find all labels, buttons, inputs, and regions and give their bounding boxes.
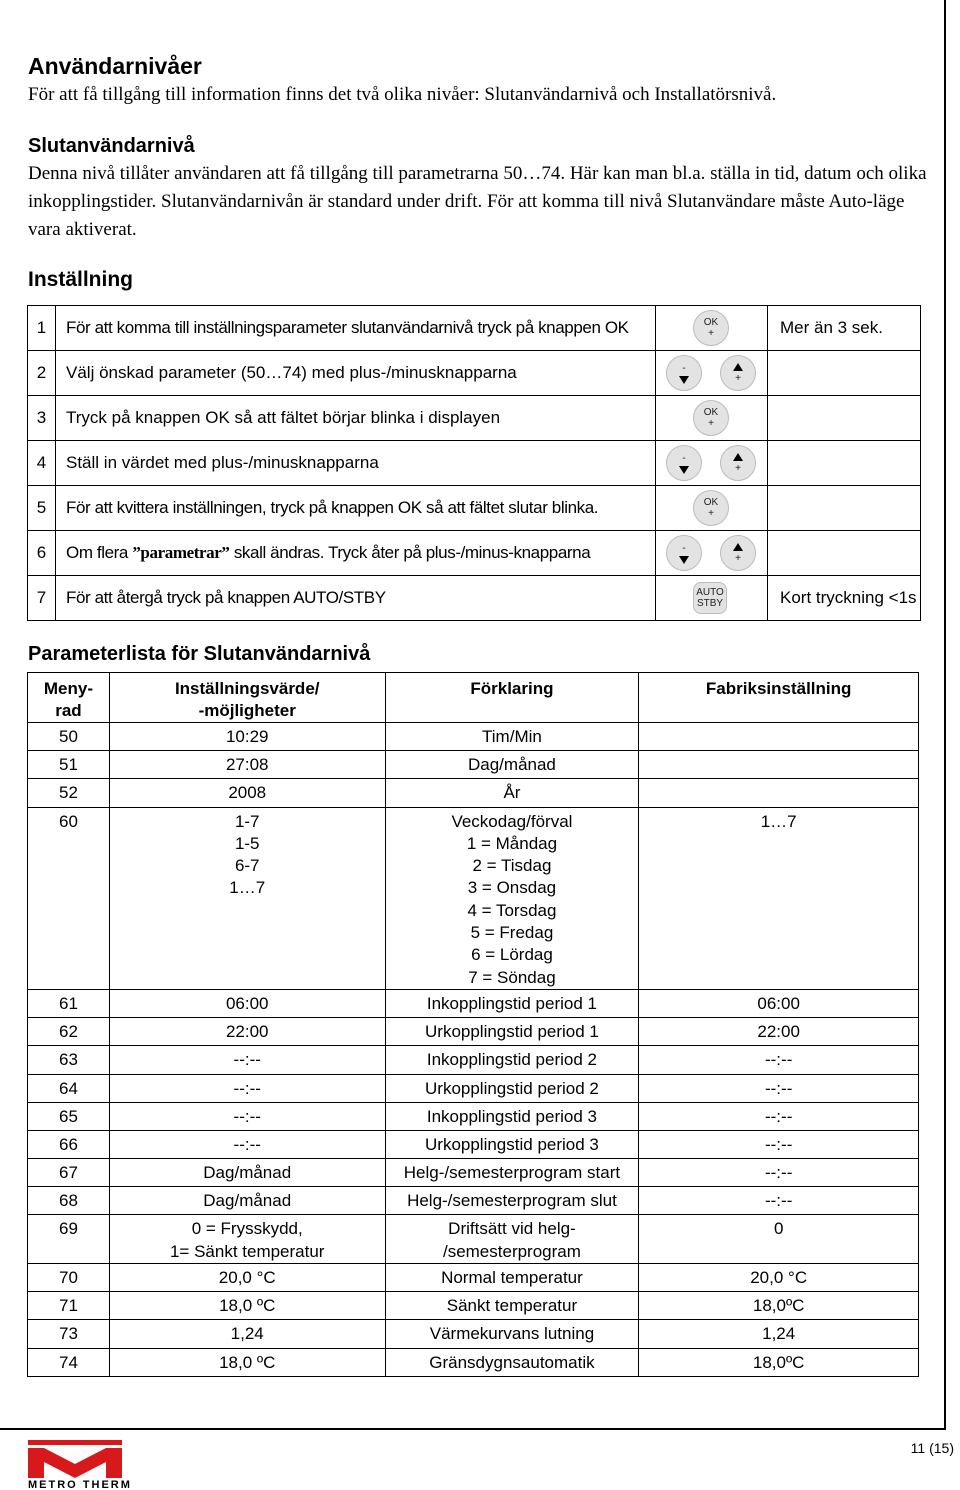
cell-menu-row: 64 [28, 1074, 110, 1102]
arrow-up-icon [733, 543, 743, 551]
cell-value: --:-- [109, 1102, 385, 1130]
cell-factory: --:-- [639, 1187, 919, 1215]
cell-value: 1-7 1-5 6-7 1…7 [109, 807, 385, 989]
cell-explanation: Inkopplingstid period 1 [385, 989, 639, 1017]
auto-label: AUTO [696, 587, 724, 598]
cell-menu-row: 74 [28, 1348, 110, 1376]
cell-value: 10:29 [109, 723, 385, 751]
brand-name: METRO THERM [28, 1479, 132, 1490]
step-row [28, 531, 921, 576]
cell-factory: --:-- [639, 1074, 919, 1102]
stby-label: STBY [696, 598, 724, 609]
ok-label: OK [703, 407, 719, 418]
step-row [28, 486, 921, 531]
cell-explanation: Urkopplingstid period 1 [385, 1018, 639, 1046]
cell-value: 2008 [109, 779, 385, 807]
cell-value: --:-- [109, 1130, 385, 1158]
plus-button[interactable] [720, 535, 756, 571]
step-text: För att kvittera inställningen, tryck på knappen OK så att fältet slutar blinka. [56, 486, 656, 531]
parameter-table-body [28, 723, 919, 1377]
ok-button[interactable] [693, 310, 729, 346]
plus-label: + [708, 328, 714, 339]
step-buttons [656, 531, 768, 576]
step-number: 3 [28, 396, 56, 441]
arrow-up-icon [733, 363, 743, 371]
step-number: 4 [28, 441, 56, 486]
minus-label: - [682, 452, 686, 464]
cell-explanation: Urkopplingstid period 2 [385, 1074, 639, 1102]
cell-menu-row: 52 [28, 779, 110, 807]
cell-value: 0 = Frysskydd, 1= Sänkt temperatur [109, 1215, 385, 1264]
step-note [768, 396, 921, 441]
step-row [28, 441, 921, 486]
step-number: 5 [28, 486, 56, 531]
step-buttons [656, 396, 768, 441]
cell-factory: --:-- [639, 1130, 919, 1158]
cell-value: 06:00 [109, 989, 385, 1017]
logo-m-shape [28, 1448, 122, 1478]
cell-menu-row: 67 [28, 1159, 110, 1187]
table-row [28, 1187, 919, 1215]
step-number: 7 [28, 576, 56, 621]
step-text-part: skall ändras. Tryck åter på plus-/minus-knapparna [233, 543, 591, 562]
cell-factory: --:-- [639, 1102, 919, 1130]
cell-explanation: Driftsätt vid helg- /semesterprogram [385, 1215, 639, 1264]
cell-value: 1,24 [109, 1320, 385, 1348]
step-number: 1 [28, 306, 56, 351]
cell-factory: 1…7 [639, 807, 919, 989]
step-row [28, 351, 921, 396]
table-row [28, 779, 919, 807]
step-buttons [656, 486, 768, 531]
settings-heading: Inställning [28, 268, 133, 291]
step-buttons [656, 351, 768, 396]
step-buttons [656, 576, 768, 621]
cell-factory: 20,0 °C [639, 1264, 919, 1292]
plus-label: + [735, 372, 741, 384]
table-row [28, 1159, 919, 1187]
cell-menu-row: 73 [28, 1320, 110, 1348]
minus-button[interactable] [666, 445, 702, 481]
page-number: 11 (15) [910, 1440, 954, 1456]
table-row [28, 751, 919, 779]
cell-explanation: Tim/Min [385, 723, 639, 751]
cell-factory [639, 751, 919, 779]
step-text: Tryck på knappen OK så att fältet börjar blinka i displayen [56, 396, 656, 441]
cell-factory: 0 [639, 1215, 919, 1264]
table-row [28, 807, 919, 989]
step-text: Ställ in värdet med plus-/minusknapparna [56, 441, 656, 486]
table-row [28, 1320, 919, 1348]
arrow-down-icon [679, 466, 689, 474]
cell-menu-row: 65 [28, 1102, 110, 1130]
plus-label: + [735, 552, 741, 564]
step-text: För att återgå tryck på knappen AUTO/STBY [56, 576, 656, 621]
cell-menu-row: 71 [28, 1292, 110, 1320]
cell-explanation: Värmekurvans lutning [385, 1320, 639, 1348]
cell-menu-row: 61 [28, 989, 110, 1017]
table-row [28, 1130, 919, 1158]
cell-value: Dag/månad [109, 1159, 385, 1187]
table-row [28, 1348, 919, 1376]
step-note [768, 486, 921, 531]
table-header-row [28, 673, 919, 723]
page-title: Användarnivåer [28, 53, 202, 79]
cell-value: 20,0 °C [109, 1264, 385, 1292]
cell-explanation: Gränsdygnsautomatik [385, 1348, 639, 1376]
cell-explanation: Helg-/semesterprogram slut [385, 1187, 639, 1215]
cell-menu-row: 50 [28, 723, 110, 751]
ok-label: OK [703, 497, 719, 508]
arrow-up-icon [733, 453, 743, 461]
step-note [768, 351, 921, 396]
plus-label: + [735, 462, 741, 474]
cell-explanation: År [385, 779, 639, 807]
step-buttons [656, 441, 768, 486]
cell-value: 18,0 ºC [109, 1292, 385, 1320]
cell-menu-row: 68 [28, 1187, 110, 1215]
step-row [28, 576, 921, 621]
ok-button[interactable] [693, 490, 729, 526]
step-number: 6 [28, 531, 56, 576]
ok-label: OK [703, 317, 719, 328]
cell-explanation: Helg-/semesterprogram start [385, 1159, 639, 1187]
enduser-heading: Slutanvändarnivå [28, 135, 195, 157]
cell-menu-row: 69 [28, 1215, 110, 1264]
col-header-menu-row: Meny- rad [28, 673, 110, 723]
plus-button[interactable] [720, 355, 756, 391]
cell-menu-row: 51 [28, 751, 110, 779]
cell-explanation: Dag/månad [385, 751, 639, 779]
table-row [28, 1018, 919, 1046]
cell-factory: 18,0ºC [639, 1292, 919, 1320]
cell-factory: 18,0ºC [639, 1348, 919, 1376]
table-row [28, 1215, 919, 1264]
table-row [28, 1264, 919, 1292]
cell-explanation: Inkopplingstid period 2 [385, 1046, 639, 1074]
table-row [28, 989, 919, 1017]
table-row [28, 1102, 919, 1130]
cell-explanation: Veckodag/förval 1 = Måndag 2 = Tisdag 3 = Onsdag 4 = Torsdag 5 = Fredag 6 = Lördag 7 = Söndag [385, 807, 639, 989]
step-note: Kort tryckning <1s [768, 576, 921, 621]
table-row [28, 1046, 919, 1074]
cell-explanation: Urkopplingstid period 3 [385, 1130, 639, 1158]
step-number: 2 [28, 351, 56, 396]
step-text-part: Om flera [66, 543, 128, 562]
step-text: Välj önskad parameter (50…74) med plus-/minusknapparna [56, 351, 656, 396]
metro-therm-logo [28, 1440, 122, 1478]
ok-button[interactable] [693, 400, 729, 436]
cell-factory: 22:00 [639, 1018, 919, 1046]
cell-value: --:-- [109, 1046, 385, 1074]
cell-value: 22:00 [109, 1018, 385, 1046]
table-row [28, 723, 919, 751]
arrow-down-icon [679, 376, 689, 384]
step-text [56, 531, 656, 576]
table-row [28, 1292, 919, 1320]
paramlist-heading: Parameterlista för Slutanvändarnivå [28, 643, 371, 665]
step-buttons [656, 306, 768, 351]
cell-factory: --:-- [639, 1159, 919, 1187]
cell-menu-row: 70 [28, 1264, 110, 1292]
plus-button[interactable] [720, 445, 756, 481]
footer [0, 1440, 960, 1490]
parameter-table [27, 672, 919, 1377]
cell-menu-row: 62 [28, 1018, 110, 1046]
settings-steps-table [27, 305, 921, 621]
cell-factory: 06:00 [639, 989, 919, 1017]
cell-explanation: Inkopplingstid period 3 [385, 1102, 639, 1130]
plus-label: + [708, 418, 714, 429]
cell-factory: 1,24 [639, 1320, 919, 1348]
col-header-value: Inställningsvärde/ -möjligheter [109, 673, 385, 723]
minus-label: - [682, 362, 686, 374]
cell-explanation: Sänkt temperatur [385, 1292, 639, 1320]
auto-stby-button[interactable] [693, 582, 727, 614]
enduser-paragraph: Denna nivå tillåter användaren att få tillgång till parametrarna 50…74. Här kan man bl.a. ställa in tid, datum och olika inkopplingstider. Slutanvändarnivån är standard under drift. För att komma till nivå Slutanvändare måste Auto-läge vara aktiverat. [28, 163, 927, 240]
cell-factory [639, 723, 919, 751]
step-row [28, 396, 921, 441]
step-note: Mer än 3 sek. [768, 306, 921, 351]
cell-value: 18,0 ºC [109, 1348, 385, 1376]
cell-explanation: Normal temperatur [385, 1264, 639, 1292]
arrow-down-icon [679, 556, 689, 564]
cell-value: Dag/månad [109, 1187, 385, 1215]
minus-button[interactable] [666, 535, 702, 571]
table-row [28, 1074, 919, 1102]
col-header-explanation: Förklaring [385, 673, 639, 723]
cell-factory: --:-- [639, 1046, 919, 1074]
cell-menu-row: 66 [28, 1130, 110, 1158]
minus-button[interactable] [666, 355, 702, 391]
minus-label: - [682, 542, 686, 554]
step-note [768, 531, 921, 576]
cell-value: 27:08 [109, 751, 385, 779]
step-row [28, 306, 921, 351]
logo-bar [28, 1440, 122, 1445]
plus-label: + [708, 508, 714, 519]
cell-menu-row: 60 [28, 807, 110, 989]
cell-value: --:-- [109, 1074, 385, 1102]
intro-text: För att få tillgång till information finns det två olika nivåer: Slutanvändarnivå och Installatörsnivå. [28, 84, 777, 105]
step-text: För att komma till inställningsparameter slutanvändarnivå tryck på knappen OK [56, 306, 656, 351]
step-note [768, 441, 921, 486]
step-text-emphasis: ”parametrar” [132, 543, 230, 562]
cell-menu-row: 63 [28, 1046, 110, 1074]
cell-factory [639, 779, 919, 807]
col-header-factory: Fabriksinställning [639, 673, 919, 723]
